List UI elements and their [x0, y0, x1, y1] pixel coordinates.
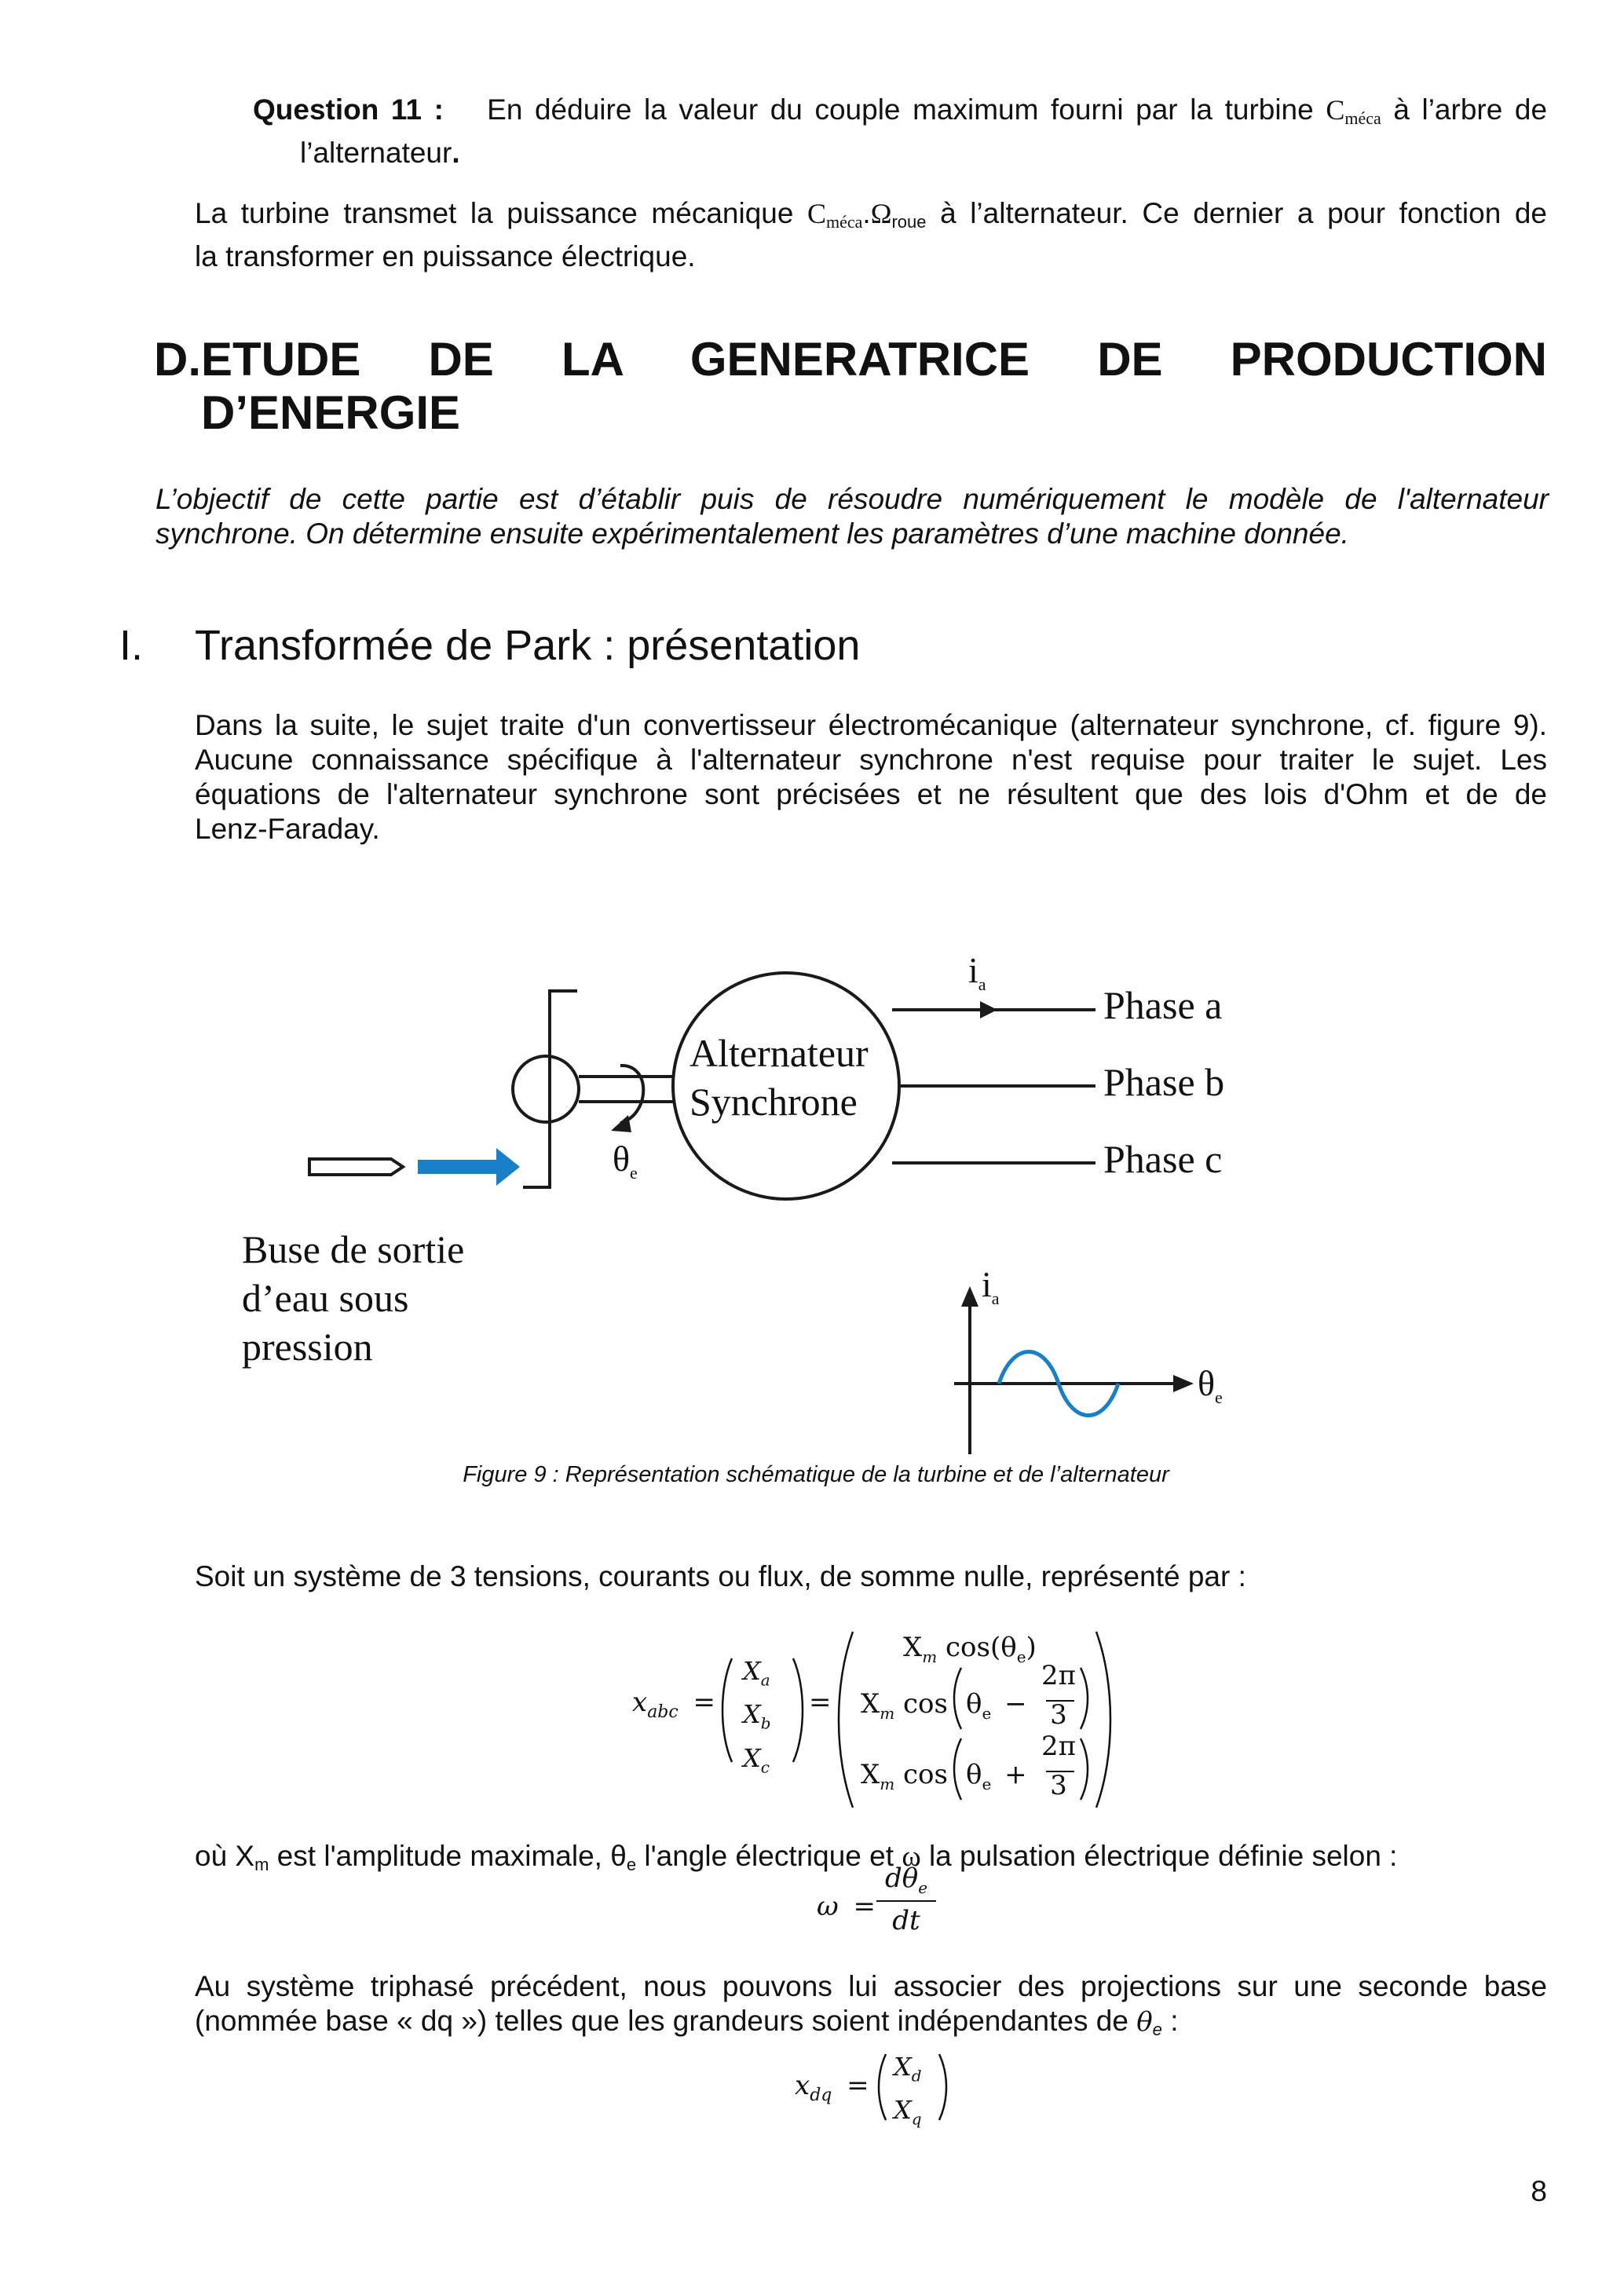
phase-b-label: Phase b: [1103, 1060, 1225, 1104]
intro-paragraph: La turbine transmet la puissance mécanique $C_{méca}.\Omega_{roue}$ à l’alternateur. Ce dernier a pour fonction de la transformer en puissance électrique.: [195, 197, 1547, 272]
para-dq-base: Au système triphasé précédent, nous pouvons lui associer des projections sur une seconde base (nommée base « dq ») telles que les grandeurs soient indépendantes de $\theta_e$ :: [195, 1970, 1547, 2039]
para-definitions: où $X_m$ est l'amplitude maximale, $\theta_e$ l'angle électrique et ω la pulsation électrique définie selon :: [195, 1840, 1398, 1874]
alternator-label: Alternateur Synchrone: [689, 1031, 869, 1124]
turbine-wheel: [513, 1056, 579, 1122]
current-label-graph: $i_a$: [982, 1264, 1000, 1309]
theta-label-graph: $\theta_e$: [1198, 1363, 1223, 1408]
omega-fraction-bar: [876, 1900, 936, 1902]
nozzle-icon: [309, 1159, 403, 1175]
graph-y-arrow: [961, 1286, 978, 1307]
figure-caption: Figure 9 : Représentation schématique de la turbine et de l’alternateur: [463, 1462, 1169, 1487]
para-intro-alternator: Dans la suite, le sujet traite d'un convertisseur électromécanique (alternateur synchrone, cf. figure 9). Aucune connaissance spécifique à l'alternateur synchrone n'est requise pour traiter le sujet. Les équations de l'alternateur synchrone sont précisées et ne résultent que des lois d'Ohm et de de Lenz-Faraday.: [195, 709, 1547, 845]
phase-a-label: Phase a: [1103, 983, 1223, 1027]
para-system: Soit un système de 3 tensions, courants ou flux, de somme nulle, représenté par :: [195, 1560, 1246, 1592]
question-label: Question 11 :: [253, 93, 444, 126]
water-jet-arrow: [418, 1148, 520, 1186]
page-number: 8: [1531, 2175, 1547, 2207]
subsection-title: Transformée de Park : présentation: [195, 622, 861, 669]
turbine-frame: [523, 991, 577, 1187]
phase-c-label: Phase c: [1103, 1137, 1223, 1181]
question-11: Question 11 : En déduire la valeur du couple maximum fourni par la turbine $C_{méca}$ à l’arbre de l’alternateur.: [253, 93, 1548, 169]
section-objective: L’objectif de cette partie est d’établir puis de résoudre numériquement le modèle de l'alternateur synchrone. On détermine ensuite expérimentalement les paramètres d’une machine donnée.: [155, 483, 1549, 550]
question-text: En déduire la valeur du couple maximum fourni par la turbine: [487, 93, 1314, 126]
theta-label-shaft: $\theta_e$: [613, 1139, 638, 1183]
current-label-top: $i_a$: [968, 950, 986, 995]
subsection-number: I.: [119, 622, 144, 669]
graph-x-arrow: [1173, 1375, 1194, 1392]
rotation-arc: [620, 1066, 643, 1123]
rotation-arrow-head: [611, 1115, 631, 1132]
section-title: D.ETUDE DE LA GENERATRICE DE PRODUCTION D’ENERGIE: [154, 333, 1547, 439]
nozzle-label: Buse de sortie d’eau sous pression: [242, 1227, 465, 1369]
